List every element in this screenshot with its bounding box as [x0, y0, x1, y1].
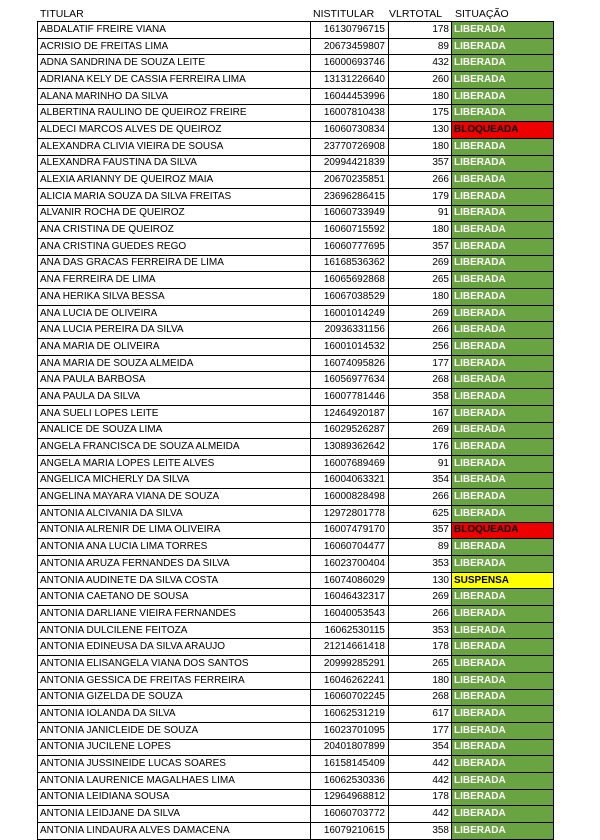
nis-cell: 16074095826 [311, 355, 389, 372]
situacao-cell: LIBERADA [452, 472, 554, 489]
situacao-cell: LIBERADA [452, 222, 554, 239]
titular-cell: ADNA SANDRINA DE SOUZA LEITE [38, 55, 311, 72]
nis-cell: 21214661418 [311, 639, 389, 656]
vlrtotal-cell: 178 [389, 639, 452, 656]
vlrtotal-cell: 269 [389, 305, 452, 322]
header-situacao: SITUAÇÃO [455, 8, 509, 20]
titular-cell: ADRIANA KELY DE CASSIA FERREIRA LIMA [38, 72, 311, 89]
situacao-cell: LIBERADA [452, 656, 554, 673]
titular-cell: ANTONIA ARUZA FERNANDES DA SILVA [38, 556, 311, 573]
table-row [38, 823, 554, 840]
situacao-cell: LIBERADA [452, 55, 554, 72]
header-vlrtotal: VLRTOTAL [389, 8, 443, 20]
vlrtotal-cell: 180 [389, 138, 452, 155]
nis-cell: 20673459807 [311, 38, 389, 55]
titular-cell: ANGELA MARIA LOPES LEITE ALVES [38, 455, 311, 472]
table-row [38, 155, 554, 172]
nis-cell: 23696286415 [311, 188, 389, 205]
titular-cell: ANA LUCIA DE OLIVEIRA [38, 305, 311, 322]
vlrtotal-cell: 269 [389, 255, 452, 272]
table-row [38, 505, 554, 522]
vlrtotal-cell: 180 [389, 289, 452, 306]
vlrtotal-cell: 180 [389, 672, 452, 689]
titular-cell: ANTONIA GESSICA DE FREITAS FERREIRA [38, 672, 311, 689]
titular-cell: ALBERTINA RAULINO DE QUEIROZ FREIRE [38, 105, 311, 122]
titular-cell: ALEXIA ARIANNY DE QUEIROZ MAIA [38, 172, 311, 189]
situacao-cell: LIBERADA [452, 539, 554, 556]
nis-cell: 16060777695 [311, 238, 389, 255]
titular-cell: ANA HERIKA SILVA BESSA [38, 289, 311, 306]
situacao-cell: LIBERADA [452, 72, 554, 89]
vlrtotal-cell: 89 [389, 539, 452, 556]
titular-cell: ANA CRISTINA GUEDES REGO [38, 238, 311, 255]
nis-cell: 13131226640 [311, 72, 389, 89]
nis-cell: 16046432317 [311, 589, 389, 606]
beneficiary-table [37, 21, 554, 840]
vlrtotal-cell: 175 [389, 105, 452, 122]
titular-cell: ANA DAS GRACAS FERREIRA DE LIMA [38, 255, 311, 272]
situacao-cell: LIBERADA [452, 789, 554, 806]
titular-cell: ANTONIA LAURENICE MAGALHAES LIMA [38, 772, 311, 789]
table-row [38, 172, 554, 189]
situacao-cell: LIBERADA [452, 622, 554, 639]
table-row [38, 756, 554, 773]
table-row [38, 339, 554, 356]
vlrtotal-cell: 617 [389, 706, 452, 723]
titular-cell: ANTONIA GIZELDA DE SOUZA [38, 689, 311, 706]
table-row [38, 455, 554, 472]
nis-cell: 20999285291 [311, 656, 389, 673]
situacao-cell: LIBERADA [452, 823, 554, 840]
vlrtotal-cell: 353 [389, 622, 452, 639]
nis-cell: 16062531219 [311, 706, 389, 723]
vlrtotal-cell: 177 [389, 722, 452, 739]
nis-cell: 12964968812 [311, 789, 389, 806]
titular-cell: ANTONIA ALRENIR DE LIMA OLIVEIRA [38, 522, 311, 539]
vlrtotal-cell: 167 [389, 405, 452, 422]
nis-cell: 16067038529 [311, 289, 389, 306]
table-row [38, 689, 554, 706]
titular-cell: ALVANIR ROCHA DE QUEIROZ [38, 205, 311, 222]
situacao-cell: LIBERADA [452, 739, 554, 756]
vlrtotal-cell: 266 [389, 489, 452, 506]
nis-cell: 16060730834 [311, 122, 389, 139]
vlrtotal-cell: 178 [389, 22, 452, 39]
titular-cell: ANTONIA DARLIANE VIEIRA FERNANDES [38, 606, 311, 623]
nis-cell: 16046262241 [311, 672, 389, 689]
table-row [38, 188, 554, 205]
nis-cell: 16158145409 [311, 756, 389, 773]
titular-cell: ANA FERREIRA DE LIMA [38, 272, 311, 289]
titular-cell: ALDECI MARCOS ALVES DE QUEIROZ [38, 122, 311, 139]
nis-cell: 20936331156 [311, 322, 389, 339]
situacao-cell: LIBERADA [452, 138, 554, 155]
situacao-cell: BLOQUEADA [452, 122, 554, 139]
nis-cell: 16023701095 [311, 722, 389, 739]
header-nistitular: NISTITULAR [313, 8, 375, 20]
vlrtotal-cell: 266 [389, 172, 452, 189]
situacao-cell: LIBERADA [452, 772, 554, 789]
titular-cell: ANA PAULA BARBOSA [38, 372, 311, 389]
vlrtotal-cell: 442 [389, 756, 452, 773]
table-row [38, 772, 554, 789]
titular-cell: ANTONIA LEIDIANA SOUSA [38, 789, 311, 806]
nis-cell: 13089362642 [311, 439, 389, 456]
titular-cell: ALEXANDRA FAUSTINA DA SILVA [38, 155, 311, 172]
spreadsheet [37, 8, 553, 840]
situacao-cell: LIBERADA [452, 255, 554, 272]
situacao-cell: LIBERADA [452, 205, 554, 222]
nis-cell: 16044453996 [311, 88, 389, 105]
table-row [38, 389, 554, 406]
vlrtotal-cell: 269 [389, 589, 452, 606]
table-row [38, 22, 554, 39]
vlrtotal-cell: 357 [389, 155, 452, 172]
nis-cell: 16065692868 [311, 272, 389, 289]
situacao-cell: LIBERADA [452, 305, 554, 322]
table-row [38, 806, 554, 823]
titular-cell: ANTONIA ALCIVANIA DA SILVA [38, 505, 311, 522]
nis-cell: 16001014249 [311, 305, 389, 322]
vlrtotal-cell: 91 [389, 455, 452, 472]
table-row [38, 55, 554, 72]
vlrtotal-cell: 442 [389, 806, 452, 823]
vlrtotal-cell: 432 [389, 55, 452, 72]
vlrtotal-cell: 357 [389, 238, 452, 255]
table-row [38, 355, 554, 372]
titular-cell: ANA MARIA DE OLIVEIRA [38, 339, 311, 356]
nis-cell: 16000693746 [311, 55, 389, 72]
titular-cell: ANTONIA JANICLEIDE DE SOUZA [38, 722, 311, 739]
table-row [38, 656, 554, 673]
titular-cell: ANTONIA LINDAURA ALVES DAMACENA [38, 823, 311, 840]
nis-cell: 16001014532 [311, 339, 389, 356]
vlrtotal-cell: 268 [389, 372, 452, 389]
table-row [38, 205, 554, 222]
titular-cell: ANA CRISTINA DE QUEIROZ [38, 222, 311, 239]
table-row [38, 422, 554, 439]
vlrtotal-cell: 176 [389, 439, 452, 456]
situacao-cell: LIBERADA [452, 372, 554, 389]
vlrtotal-cell: 89 [389, 38, 452, 55]
titular-cell: ALICIA MARIA SOUZA DA SILVA FREITAS [38, 188, 311, 205]
situacao-cell: LIBERADA [452, 88, 554, 105]
situacao-cell: LIBERADA [452, 556, 554, 573]
situacao-cell: LIBERADA [452, 155, 554, 172]
vlrtotal-cell: 442 [389, 772, 452, 789]
table-row [38, 572, 554, 589]
vlrtotal-cell: 358 [389, 823, 452, 840]
nis-cell: 16007810438 [311, 105, 389, 122]
vlrtotal-cell: 256 [389, 339, 452, 356]
situacao-cell: LIBERADA [452, 188, 554, 205]
titular-cell: ANTONIA IOLANDA DA SILVA [38, 706, 311, 723]
table-row [38, 439, 554, 456]
situacao-cell: LIBERADA [452, 489, 554, 506]
table-row [38, 789, 554, 806]
nis-cell: 16168536362 [311, 255, 389, 272]
table-row [38, 639, 554, 656]
table-row [38, 272, 554, 289]
nis-cell: 16062530115 [311, 622, 389, 639]
titular-cell: ANTONIA CAETANO DE SOUSA [38, 589, 311, 606]
table-row [38, 472, 554, 489]
table-row [38, 622, 554, 639]
situacao-cell: LIBERADA [452, 289, 554, 306]
titular-cell: ANGELA FRANCISCA DE SOUZA ALMEIDA [38, 439, 311, 456]
vlrtotal-cell: 269 [389, 422, 452, 439]
situacao-cell: LIBERADA [452, 672, 554, 689]
situacao-cell: LIBERADA [452, 22, 554, 39]
table-row [38, 255, 554, 272]
vlrtotal-cell: 358 [389, 389, 452, 406]
situacao-cell: LIBERADA [452, 689, 554, 706]
situacao-cell: BLOQUEADA [452, 522, 554, 539]
vlrtotal-cell: 130 [389, 122, 452, 139]
titular-cell: ANGELICA MICHERLY DA SILVA [38, 472, 311, 489]
titular-cell: ANTONIA EDINEUSA DA SILVA ARAUJO [38, 639, 311, 656]
vlrtotal-cell: 354 [389, 739, 452, 756]
titular-cell: ABDALATIF FREIRE VIANA [38, 22, 311, 39]
header-titular: TITULAR [40, 8, 84, 20]
table-row [38, 722, 554, 739]
table-row [38, 589, 554, 606]
nis-cell: 20401807899 [311, 739, 389, 756]
table-row [38, 489, 554, 506]
table-row [38, 522, 554, 539]
titular-cell: ANGELINA MAYARA VIANA DE SOUZA [38, 489, 311, 506]
situacao-cell: LIBERADA [452, 606, 554, 623]
table-row [38, 556, 554, 573]
table-row [38, 238, 554, 255]
table-row [38, 372, 554, 389]
table-row [38, 322, 554, 339]
situacao-cell: LIBERADA [452, 105, 554, 122]
nis-cell: 16062530336 [311, 772, 389, 789]
vlrtotal-cell: 91 [389, 205, 452, 222]
titular-cell: ANA SUELI LOPES LEITE [38, 405, 311, 422]
vlrtotal-cell: 266 [389, 322, 452, 339]
situacao-cell: SUSPENSA [452, 572, 554, 589]
titular-cell: ANTONIA ANA LUCIA LIMA TORRES [38, 539, 311, 556]
table-row [38, 122, 554, 139]
situacao-cell: LIBERADA [452, 339, 554, 356]
situacao-cell: LIBERADA [452, 389, 554, 406]
situacao-cell: LIBERADA [452, 639, 554, 656]
situacao-cell: LIBERADA [452, 38, 554, 55]
nis-cell: 12464920187 [311, 405, 389, 422]
nis-cell: 16007689469 [311, 455, 389, 472]
nis-cell: 16007781446 [311, 389, 389, 406]
nis-cell: 20994421839 [311, 155, 389, 172]
table-row [38, 88, 554, 105]
titular-cell: ANTONIA AUDINETE DA SILVA COSTA [38, 572, 311, 589]
nis-cell: 16060702245 [311, 689, 389, 706]
nis-cell: 16060703772 [311, 806, 389, 823]
table-row [38, 289, 554, 306]
situacao-cell: LIBERADA [452, 706, 554, 723]
situacao-cell: LIBERADA [452, 405, 554, 422]
table-row [38, 222, 554, 239]
titular-cell: ANA PAULA DA SILVA [38, 389, 311, 406]
titular-cell: ALEXANDRA CLIVIA VIEIRA DE SOUSA [38, 138, 311, 155]
table-row [38, 405, 554, 422]
vlrtotal-cell: 266 [389, 606, 452, 623]
column-header-row [37, 8, 553, 21]
vlrtotal-cell: 180 [389, 88, 452, 105]
titular-cell: ANTONIA ELISANGELA VIANA DOS SANTOS [38, 656, 311, 673]
titular-cell: ANTONIA DULCILENE FEITOZA [38, 622, 311, 639]
vlrtotal-cell: 357 [389, 522, 452, 539]
nis-cell: 16079210615 [311, 823, 389, 840]
nis-cell: 16023700404 [311, 556, 389, 573]
table-row [38, 539, 554, 556]
nis-cell: 16029526287 [311, 422, 389, 439]
situacao-cell: LIBERADA [452, 589, 554, 606]
table-row [38, 739, 554, 756]
nis-cell: 20670235851 [311, 172, 389, 189]
table-row [38, 105, 554, 122]
vlrtotal-cell: 354 [389, 472, 452, 489]
table-row [38, 672, 554, 689]
nis-cell: 16060715592 [311, 222, 389, 239]
titular-cell: ANTONIA JUSSINEIDE LUCAS SOARES [38, 756, 311, 773]
vlrtotal-cell: 265 [389, 656, 452, 673]
vlrtotal-cell: 179 [389, 188, 452, 205]
vlrtotal-cell: 180 [389, 222, 452, 239]
titular-cell: ACRISIO DE FREITAS LIMA [38, 38, 311, 55]
situacao-cell: LIBERADA [452, 322, 554, 339]
situacao-cell: LIBERADA [452, 238, 554, 255]
titular-cell: ANALICE DE SOUZA LIMA [38, 422, 311, 439]
situacao-cell: LIBERADA [452, 455, 554, 472]
situacao-cell: LIBERADA [452, 422, 554, 439]
nis-cell: 16060733949 [311, 205, 389, 222]
situacao-cell: LIBERADA [452, 172, 554, 189]
vlrtotal-cell: 178 [389, 789, 452, 806]
vlrtotal-cell: 265 [389, 272, 452, 289]
vlrtotal-cell: 625 [389, 505, 452, 522]
nis-cell: 23770726908 [311, 138, 389, 155]
vlrtotal-cell: 353 [389, 556, 452, 573]
nis-cell: 16074086029 [311, 572, 389, 589]
nis-cell: 16004063321 [311, 472, 389, 489]
situacao-cell: LIBERADA [452, 806, 554, 823]
table-row [38, 138, 554, 155]
vlrtotal-cell: 260 [389, 72, 452, 89]
nis-cell: 16060704477 [311, 539, 389, 556]
situacao-cell: LIBERADA [452, 505, 554, 522]
titular-cell: ANTONIA JUCILENE LOPES [38, 739, 311, 756]
titular-cell: ANA LUCIA PEREIRA DA SILVA [38, 322, 311, 339]
table-row [38, 72, 554, 89]
situacao-cell: LIBERADA [452, 439, 554, 456]
nis-cell: 16007479170 [311, 522, 389, 539]
table-row [38, 706, 554, 723]
situacao-cell: LIBERADA [452, 756, 554, 773]
situacao-cell: LIBERADA [452, 272, 554, 289]
titular-cell: ALANA MARINHO DA SILVA [38, 88, 311, 105]
nis-cell: 12972801778 [311, 505, 389, 522]
nis-cell: 16000828498 [311, 489, 389, 506]
nis-cell: 16040053543 [311, 606, 389, 623]
nis-cell: 16056977634 [311, 372, 389, 389]
table-row [38, 305, 554, 322]
table-row [38, 606, 554, 623]
titular-cell: ANA MARIA DE SOUZA ALMEIDA [38, 355, 311, 372]
vlrtotal-cell: 130 [389, 572, 452, 589]
vlrtotal-cell: 177 [389, 355, 452, 372]
vlrtotal-cell: 268 [389, 689, 452, 706]
nis-cell: 16130796715 [311, 22, 389, 39]
table-row [38, 38, 554, 55]
titular-cell: ANTONIA LEIDJANE DA SILVA [38, 806, 311, 823]
table-body [38, 22, 554, 840]
situacao-cell: LIBERADA [452, 355, 554, 372]
situacao-cell: LIBERADA [452, 722, 554, 739]
